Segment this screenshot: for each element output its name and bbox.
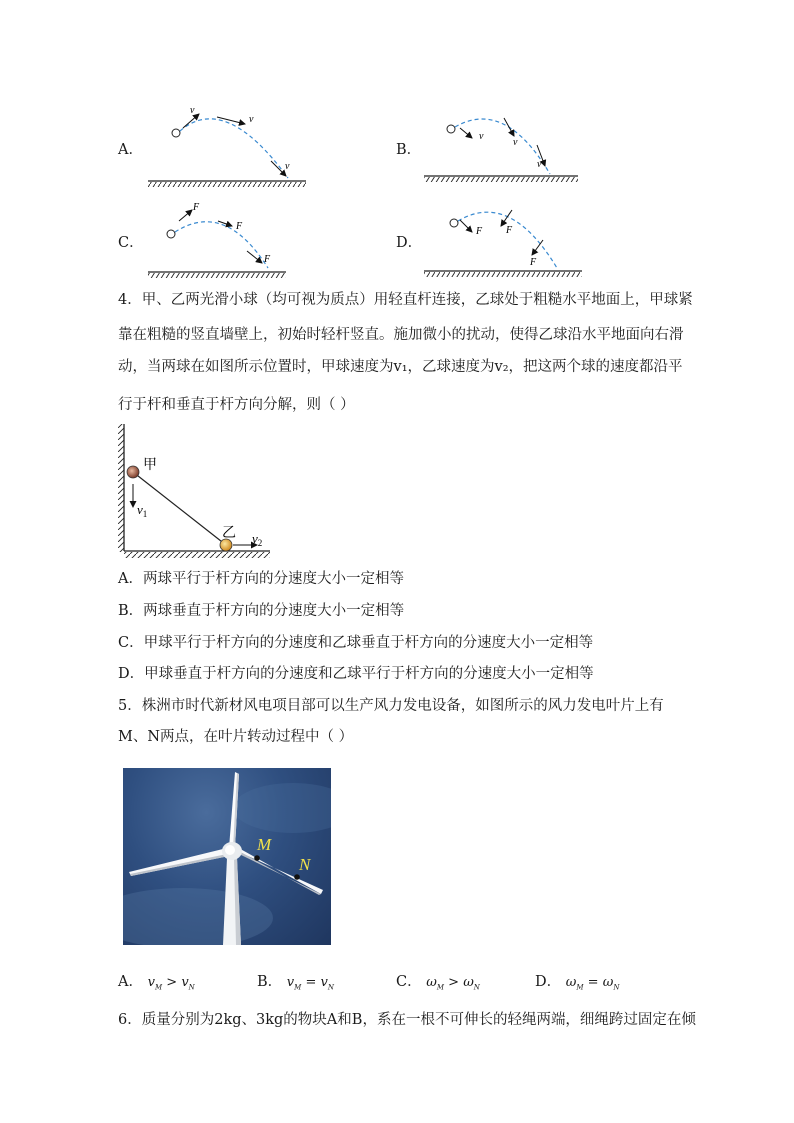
vec-label: F bbox=[193, 202, 200, 213]
option-a-label[interactable]: A． bbox=[118, 142, 143, 158]
formula: $v_M = v_N$ bbox=[286, 975, 334, 992]
option-a-diagram bbox=[148, 105, 306, 187]
q5-stem-line-2: M、N两点，在叶片转动过程中（ ） bbox=[118, 729, 354, 745]
label-yi: 乙 bbox=[222, 526, 236, 541]
q4-stem-line-3: 动，当两球在如图所示位置时，甲球速度为v₁，乙球速度为v₂，把这两个球的速度都沿平 bbox=[118, 359, 683, 375]
q4-figure bbox=[112, 422, 277, 562]
q6-stem-line-1: 6．质量分别为2kg、3kg的物块A和B，系在一根不可伸长的轻绳两端，细绳跨过固定在倾 bbox=[118, 1012, 696, 1028]
q4-option-a[interactable]: A．两球平行于杆方向的分速度大小一定相等 bbox=[118, 571, 404, 587]
ball-jia bbox=[127, 466, 139, 478]
vec-label: F bbox=[264, 254, 271, 265]
vec-label: v bbox=[537, 159, 542, 170]
vec-label: F bbox=[236, 221, 243, 232]
label-m: M bbox=[257, 835, 272, 854]
q3-diagrams bbox=[0, 90, 794, 290]
vec-label: v bbox=[479, 131, 484, 142]
label-v1: $v_1$ bbox=[137, 502, 148, 519]
q5-option-d[interactable] bbox=[535, 972, 619, 998]
ball-b bbox=[447, 125, 455, 133]
vec-label: F bbox=[506, 225, 513, 236]
vec-label: v bbox=[513, 137, 518, 148]
vec-label: F bbox=[476, 226, 483, 237]
q5-option-c[interactable] bbox=[396, 972, 480, 998]
vec-label: F bbox=[530, 257, 537, 268]
option-letter: B． bbox=[257, 974, 283, 990]
q5-option-b[interactable] bbox=[257, 972, 334, 998]
option-c-label[interactable]: C． bbox=[118, 235, 144, 251]
point-m bbox=[254, 855, 260, 861]
wind-turbine-photo bbox=[123, 768, 331, 945]
q5-stem-line-1: 5．株洲市时代新材风电项目部可以生产风力发电设备，如图所示的风力发电叶片上有 bbox=[118, 698, 664, 714]
option-letter: D． bbox=[535, 974, 562, 990]
formula: $\omega_M = \omega_N$ bbox=[565, 975, 620, 992]
label-n: N bbox=[299, 855, 311, 874]
option-letter: C． bbox=[396, 974, 422, 990]
q4-option-b[interactable]: B．两球垂直于杆方向的分速度大小一定相等 bbox=[118, 603, 405, 619]
option-b-label[interactable]: B． bbox=[396, 142, 422, 158]
vec-label: v bbox=[190, 105, 195, 116]
option-d-diagram bbox=[424, 210, 582, 277]
option-b-diagram bbox=[424, 118, 578, 182]
q4-stem-line-4: 行于杆和垂直于杆方向分解，则（ ） bbox=[118, 397, 355, 413]
q4-option-c[interactable]: C．甲球平行于杆方向的分速度和乙球垂直于杆方向的分速度大小一定相等 bbox=[118, 635, 594, 651]
point-n bbox=[294, 874, 300, 880]
ball-a bbox=[172, 129, 180, 137]
vec-label: v bbox=[285, 161, 290, 172]
label-jia: 甲 bbox=[143, 458, 157, 473]
option-letter: A． bbox=[118, 974, 143, 990]
vec-label: v bbox=[249, 114, 254, 125]
q5-option-a[interactable] bbox=[118, 972, 195, 998]
q4-option-d[interactable]: D．甲球垂直于杆方向的分速度和乙球平行于杆方向的分速度大小一定相等 bbox=[118, 666, 594, 682]
q4-stem-line-2: 靠在粗糙的竖直墙壁上，初始时轻杆竖直。施加微小的扰动，使得乙球沿水平地面向右滑 bbox=[118, 327, 684, 343]
ball-c bbox=[167, 230, 175, 238]
formula: $\omega_M > \omega_N$ bbox=[426, 975, 480, 992]
option-c-diagram bbox=[148, 202, 286, 278]
option-d-label[interactable]: D． bbox=[396, 235, 423, 251]
label-v2: $v_2$ bbox=[252, 531, 263, 548]
q4-stem-line-1: 4．甲、乙两光滑小球（均可视为质点）用轻直杆连接，乙球处于粗糙水平地面上，甲球紧 bbox=[118, 292, 693, 308]
ball-d bbox=[450, 219, 458, 227]
formula: $v_M > v_N$ bbox=[147, 975, 195, 992]
